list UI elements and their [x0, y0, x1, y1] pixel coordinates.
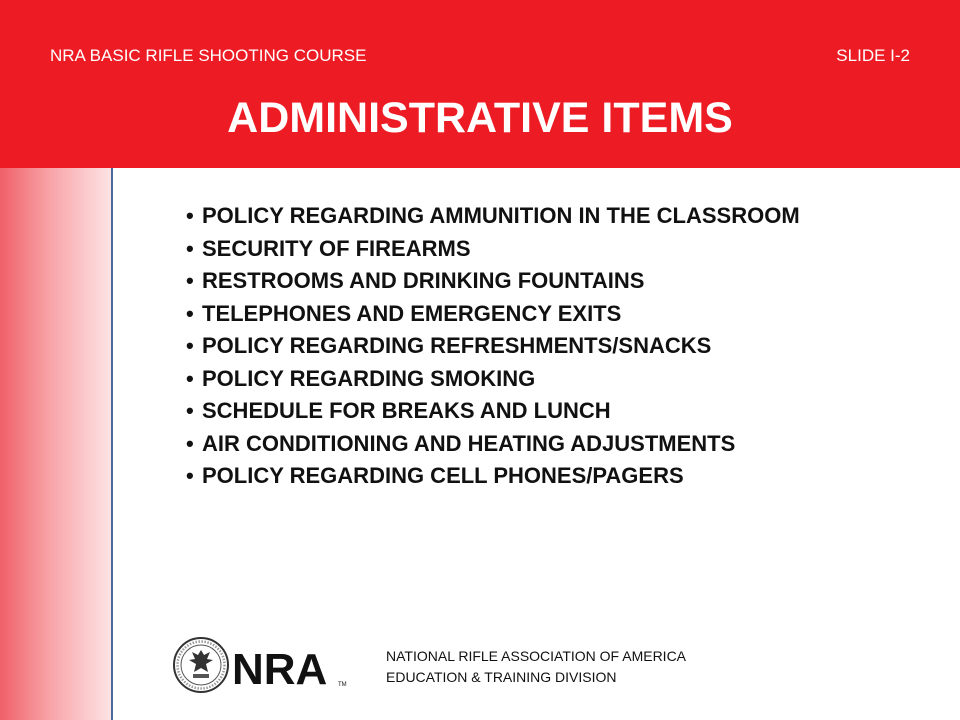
course-title: NRA BASIC RIFLE SHOOTING COURSE	[50, 46, 367, 65]
bullet-item: • TELEPHONES AND EMERGENCY EXITS	[186, 298, 906, 331]
bullet-item: • RESTROOMS AND DRINKING FOUNTAINS	[186, 265, 906, 298]
decorative-side-bar	[0, 168, 113, 720]
organization-info	[386, 646, 686, 688]
nra-logo-icon	[172, 636, 348, 694]
svg-text:TM: TM	[338, 682, 347, 688]
organization-name: NATIONAL RIFLE ASSOCIATION OF AMERICA	[386, 648, 687, 664]
bullet-item: • POLICY REGARDING REFRESHMENTS/SNACKS	[186, 330, 906, 363]
bullet-item: • POLICY REGARDING SMOKING	[186, 363, 906, 396]
bullet-item: • POLICY REGARDING CELL PHONES/PAGERS	[186, 460, 906, 493]
bullet-item: • SCHEDULE FOR BREAKS AND LUNCH	[186, 395, 906, 428]
bullet-dot: •	[186, 333, 194, 358]
bullet-item: • SECURITY OF FIREARMS	[186, 233, 906, 266]
division-name: EDUCATION & TRAINING DIVISION	[386, 669, 617, 685]
bullet-dot: •	[186, 268, 194, 293]
bullet-item: • POLICY REGARDING AMMUNITION IN THE CLASSROOM	[186, 200, 906, 233]
bullet-dot: •	[186, 235, 194, 261]
bullet-dot: •	[186, 463, 194, 488]
bullet-item: • AIR CONDITIONING AND HEATING ADJUSTMENTS	[186, 428, 906, 461]
bullet-dot: •	[186, 430, 194, 456]
bullet-list	[186, 200, 906, 493]
slide-number: SLIDE I-2	[836, 46, 910, 65]
bullet-dot: •	[186, 300, 194, 326]
bullet-dot: •	[186, 365, 194, 391]
logo-wordmark: NRA	[232, 645, 328, 694]
slide-header	[0, 0, 960, 168]
bullet-dot: •	[186, 398, 194, 423]
bullet-dot: •	[186, 203, 194, 228]
slide-title: ADMINISTRATIVE ITEMS	[227, 94, 733, 142]
